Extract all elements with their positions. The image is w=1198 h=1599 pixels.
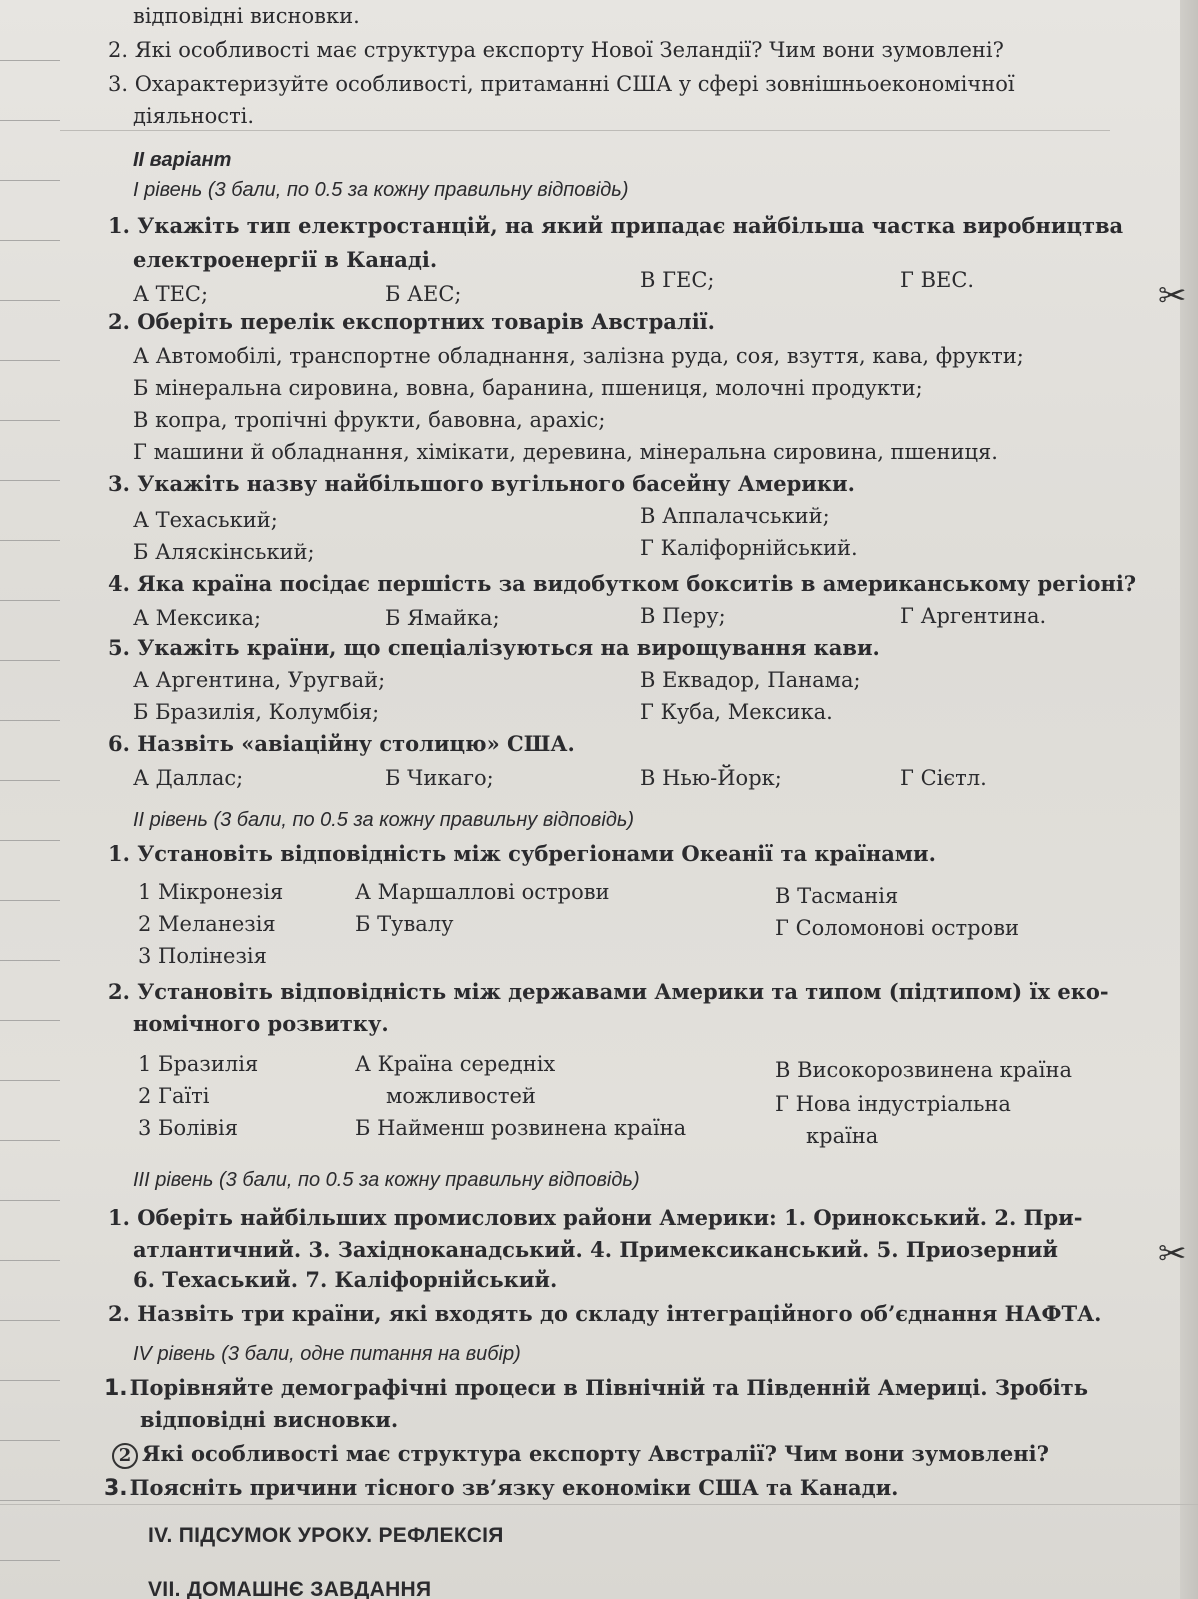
l1-q2-option-g: Г машини й обладнання, хімікати, деревина, мінеральна сировина, пшениця. xyxy=(133,440,998,464)
l2-q1-item-2: 2 Меланезія xyxy=(138,912,276,936)
l1-q1-option-b: Б АЕС; xyxy=(385,282,462,306)
l4-q3-text: Поясніть причини тісного зв’язку економіки США та Канади. xyxy=(129,1475,899,1500)
l4-q3 xyxy=(104,1474,899,1503)
l2-q1-item-3: 3 Полінезія xyxy=(138,944,267,968)
top-question-3: 3. Охарактеризуйте особливості, притаманні США у сфері зовнішньоекономічної xyxy=(108,72,1015,96)
section-summary: IV. ПІДСУМОК УРОКУ. РЕФЛЕКСІЯ xyxy=(148,1524,504,1547)
l1-q2-text: 2. Оберіть перелік експортних товарів Австралії. xyxy=(108,309,715,334)
l3-q1-text-3: 6. Техаський. 7. Каліфорнійський. xyxy=(133,1267,558,1292)
l1-q1-text: 1. Укажіть тип електростанцій, на який припадає найбільша частка виробництва xyxy=(108,213,1124,238)
l4-q2-text: Які особливості має структура експорту Австралії? Чим вони зумовлені? xyxy=(142,1441,1049,1466)
divider xyxy=(60,130,1110,131)
page-edge xyxy=(1180,0,1198,1599)
level4-heading: IV рівень (3 бали, одне питання на вибір) xyxy=(133,1343,521,1365)
l1-q1-option-g: Г ВЕС. xyxy=(900,268,975,292)
top-question-2: 2. Які особливості має структура експорту Нової Зеландії? Чим вони зумовлені? xyxy=(108,38,1004,62)
section-homework: VII. ДОМАШНЄ ЗАВДАННЯ xyxy=(148,1578,432,1599)
l1-q6-text: 6. Назвіть «авіаційну столицю» США. xyxy=(108,731,575,756)
l2-q1-item-1: 1 Мікронезія xyxy=(138,880,284,904)
l2-q1-option-v: В Тасманія xyxy=(775,884,899,908)
l2-q2-option-b: Б Найменш розвинена країна xyxy=(355,1116,687,1140)
l1-q4-text: 4. Яка країна посідає першість за видобутком бокситів в американському регіоні? xyxy=(108,571,1137,596)
l1-q6-option-b: Б Чикаго; xyxy=(385,766,494,790)
l1-q2-option-b: Б мінеральна сировина, вовна, баранина, пшениця, молочні продукти; xyxy=(133,376,923,400)
l1-q3-option-b: Б Аляскінський; xyxy=(133,540,315,564)
l1-q6-option-g: Г Сієтл. xyxy=(900,766,987,790)
l1-q5-option-g: Г Куба, Мексика. xyxy=(640,700,833,724)
l2-q2-option-a: А Країна середніх xyxy=(355,1052,556,1076)
level3-heading: ІІІ рівень (3 бали, по 0.5 за кожну правильну відповідь) xyxy=(133,1169,640,1191)
l2-q1-option-b: Б Тувалу xyxy=(355,912,454,936)
l1-q6-option-a: А Даллас; xyxy=(133,766,244,790)
l2-q2-option-g: Г Нова індустріальна xyxy=(775,1092,1011,1116)
l1-q5-option-a: А Аргентина, Уругвай; xyxy=(133,668,386,692)
l1-q1-option-v: В ГЕС; xyxy=(640,268,715,292)
l1-q2-option-v: В копра, тропічні фрукти, бавовна, арахіс; xyxy=(133,408,606,432)
l2-q1-option-a: А Маршаллові острови xyxy=(355,880,610,904)
scissors-icon: ✂ xyxy=(1158,276,1187,316)
l3-q2-text: 2. Назвіть три країни, які входять до складу інтеграційного об’єднання НАФТА. xyxy=(108,1301,1102,1326)
l4-q1 xyxy=(104,1374,1088,1403)
l4-q1-text: Порівняйте демографічні процеси в Північній та Південній Америці. Зробіть xyxy=(129,1375,1088,1400)
l2-q1-text: 1. Установіть відповідність між субрегіонами Океанії та країнами. xyxy=(108,841,936,866)
l1-q1-text-2: електроенергії в Канаді. xyxy=(133,247,438,272)
l2-q2-text: 2. Установіть відповідність між державами Америки та типом (підтипом) їх еко- xyxy=(108,979,1109,1004)
l1-q4-option-v: В Перу; xyxy=(640,604,726,628)
l2-q1-option-g: Г Соломонові острови xyxy=(775,916,1020,940)
l2-q2-option-v: В Високорозвинена країна xyxy=(775,1058,1073,1082)
l4-q2 xyxy=(112,1440,1049,1469)
crossed-number-mark: 3. xyxy=(104,1476,128,1501)
l1-q5-option-v: В Еквадор, Панама; xyxy=(640,668,861,692)
l2-q2-option-g-2: країна xyxy=(806,1124,879,1148)
scissors-icon: ✂ xyxy=(1158,1234,1187,1274)
l1-q5-option-b: Б Бразилія, Колумбія; xyxy=(133,700,380,724)
l1-q1-option-a: А ТЕС; xyxy=(133,282,209,306)
l1-q6-option-v: В Нью-Йорк; xyxy=(640,766,782,790)
level1-heading: І рівень (3 бали, по 0.5 за кожну правильну відповідь) xyxy=(133,179,629,201)
variant-title: ІІ варіант xyxy=(133,149,232,171)
l3-q1-text-2: атлантичний. 3. Західноканадський. 4. Примексиканський. 5. Приозерний xyxy=(133,1237,1058,1262)
top-line-3: діяльності. xyxy=(133,104,255,128)
divider xyxy=(0,1504,1198,1505)
l1-q4-option-g: Г Аргентина. xyxy=(900,604,1047,628)
top-line-0: відповідні висновки. xyxy=(133,4,360,28)
l2-q2-text-2: номічного розвитку. xyxy=(133,1011,389,1036)
level2-heading: ІІ рівень (3 бали, по 0.5 за кожну правильну відповідь) xyxy=(133,809,635,831)
l1-q3-option-a: А Техаський; xyxy=(133,508,278,532)
l4-q1-text-2: відповідні висновки. xyxy=(140,1407,399,1432)
l1-q4-option-b: Б Ямайка; xyxy=(385,606,500,630)
l1-q2-option-a: А Автомобілі, транспортне обладнання, залізна руда, соя, взуття, кава, фрукти; xyxy=(133,344,1024,368)
l2-q2-item-1: 1 Бразилія xyxy=(138,1052,259,1076)
l1-q5-text: 5. Укажіть країни, що спеціалізуються на вирощування кави. xyxy=(108,635,880,660)
l2-q2-option-a-2: можливостей xyxy=(386,1084,536,1108)
circled-number-mark: 2 xyxy=(112,1443,138,1469)
l2-q2-item-2: 2 Гаїті xyxy=(138,1084,210,1108)
crossed-number-mark: 1. xyxy=(104,1376,128,1401)
l1-q3-option-g: Г Каліфорнійський. xyxy=(640,536,858,560)
l3-q1-text: 1. Оберіть найбільших промислових райони Америки: 1. Оринокський. 2. При- xyxy=(108,1205,1083,1230)
l1-q3-text: 3. Укажіть назву найбільшого вугільного басейну Америки. xyxy=(108,471,855,496)
l2-q2-item-3: 3 Болівія xyxy=(138,1116,238,1140)
l1-q3-option-v: В Аппалачський; xyxy=(640,504,830,528)
l1-q4-option-a: А Мексика; xyxy=(133,606,262,630)
